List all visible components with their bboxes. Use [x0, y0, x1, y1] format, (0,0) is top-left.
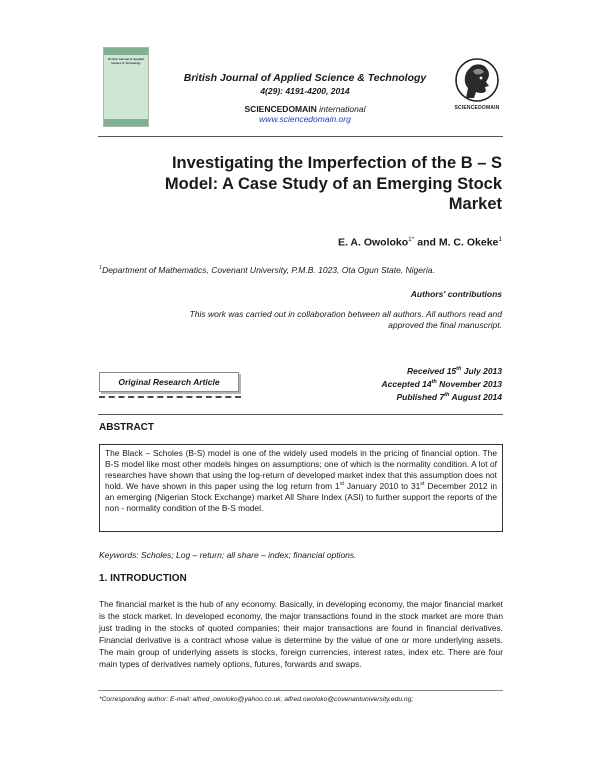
keywords: Keywords: Scholes; Log – return; all share – index; financial options. [99, 550, 357, 560]
header-divider [98, 136, 503, 137]
title-line: Model: A Case Study of an Emerging Stock [164, 174, 502, 193]
corresponding-author-footnote: *Corresponding author: E-mail: alfred_owoloko@yahoo.co.uk, alfred.owoloko@covenantuniversity.edu.ng; [99, 696, 414, 703]
paper-title [122, 153, 502, 215]
author-list: E. A. Owoloko$^{1*}$ and M. C. Okeke$^1$ [337, 236, 502, 249]
introduction-paragraph: The financial market is the hub of any economy. Basically, in developing economy, the major financial market is the stock market. In developed economy, the major transactions found in the stock market are more than just trading in the stocks of quoted companies; their major transactions are found in financial derivatives. Financial derivative is a contract whose value is determine by the value of one or more underlying assets. The main group of underlying assets is stocks, foreign currencies, interest rates, index etc. There are four main types of derivatives namely options, futures, forwards and swaps. [99, 599, 503, 669]
journal-cover-thumbnail [103, 47, 149, 127]
contributions-heading: Authors' contributions [410, 289, 502, 299]
introduction-heading: 1. INTRODUCTION [99, 573, 187, 584]
cover-title-line: British Journal of Applied [108, 57, 144, 61]
dashed-divider [99, 396, 241, 400]
logo-wordmark: SCIENCEDOMAIN [454, 105, 500, 111]
section-divider [98, 414, 503, 415]
publication-dates: Received 15th July 2013 Accepted 14th November 2013 Published 7th August 2014 [381, 365, 502, 402]
cover-title-line: Science & Technology [111, 61, 141, 65]
abstract-heading: ABSTRACT [99, 422, 154, 433]
publisher-website-link[interactable]: www.sciencedomain.org [259, 114, 351, 124]
journal-volume: 4(29): 4191-4200, 2014 [260, 86, 350, 96]
contributions-statement: This work was carried out in collaboration between all authors. All authors read and approved the final manuscript. [189, 309, 502, 330]
title-line: Investigating the Imperfection of the B – S [171, 154, 502, 172]
footnote-divider [98, 690, 503, 691]
abstract-box: The Black – Scholes (B-S) model is one of the widely used models in the pricing of financial option. The B-S model like most other models hinges on assumptions; one of which is the normality condition. A lot of researches have shown that using the log-return of developed market index that this assumption does not hold. We have shown in this paper using the log return from 1st January 2010 to 31st December 2012 in an emerging (Nigerian Stock Exchange) market All Share Index (ASI) to further support the reports of the non - normality condition of the B-S model. [99, 444, 503, 532]
sciencedomain-logo-icon [452, 54, 502, 110]
publisher-name: SCIENCEDOMAIN international [244, 104, 366, 114]
title-line: Market [448, 195, 502, 213]
journal-name: British Journal of Applied Science & Technology [183, 72, 427, 84]
author-affiliation: $^1$Department of Mathematics, Covenant University, P.M.B. 1023, Ota Ogun State, Nigeria. [99, 265, 435, 275]
article-type-badge: Original Research Article [99, 372, 239, 392]
